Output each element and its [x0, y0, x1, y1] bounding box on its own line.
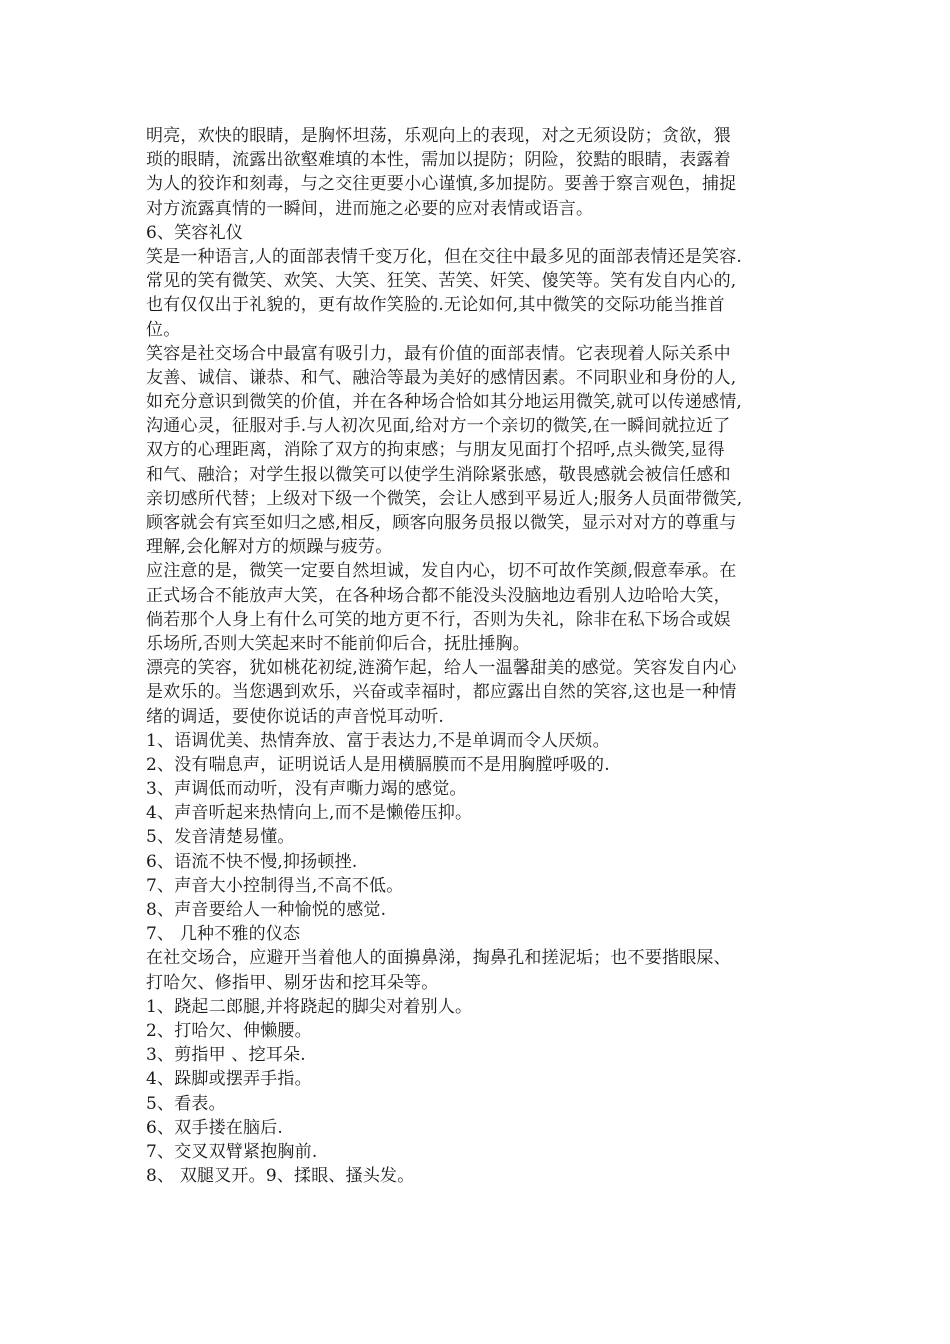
text-line: 打哈欠、修指甲、剔牙齿和挖耳朵等。: [146, 972, 439, 993]
text-line: 6、语流不快不慢,抑扬顿挫.: [146, 851, 358, 872]
text-line: 顾客就会有宾至如归之感,相反，顾客向服务员报以微笑，显示对对方的尊重与: [146, 513, 737, 533]
text-line: 4、声音听起来热情向上,而不是懒倦压抑。: [146, 803, 473, 824]
text-line: 漂亮的笑容，犹如桃花初绽,涟漪乍起，给人一温馨甜美的感觉。笑容发自内心: [146, 658, 737, 679]
text-line: 乐场所,否则大笑起来时不能前仰后合，抚肚捶胸。: [146, 633, 531, 654]
text-line: 沟通心灵，征服对手.与人初次见面,给对方一个亲切的微笑,在一瞬间就拉近了: [146, 416, 731, 437]
text-line: 1、语调优美、热情奔放、富于表达力,不是单调而令人厌烦。: [146, 730, 610, 751]
text-line: 为人的狡诈和刻毒，与之交往更要小心谨慎,多加提防。要善于察言观色，捕捉: [146, 174, 737, 195]
text-line: 位。: [146, 319, 181, 340]
text-line: 双方的心理距离，消除了双方的拘束感；与朋友见面打个招呼,点头微笑,显得: [146, 440, 725, 461]
text-line: 笑是一种语言,人的面部表情千变万化，但在交往中最多见的面部表情还是笑容.: [146, 246, 743, 267]
text-line: 友善、诚信、谦恭、和气、融洽等最为美好的感情因素。不同职业和身份的人,: [146, 367, 737, 388]
text-line: 6、笑容礼仪: [146, 222, 244, 243]
text-line: 琐的眼睛，流露出欲壑难填的本性，需加以提防；阴险，狡黠的眼睛，表露着: [146, 150, 731, 171]
text-line: 也有仅仅出于礼貌的，更有故作笑脸的.无论如何,其中微笑的交际功能当推首: [146, 295, 725, 316]
text-line: 应注意的是，微笑一定要自然坦诚，发自内心，切不可故作笑颜,假意奉承。在: [146, 561, 737, 582]
text-line: 理解,会化解对方的烦躁与疲劳。: [146, 537, 393, 558]
text-line: 6、双手搂在脑后.: [146, 1117, 284, 1138]
text-line: 1、跷起二郎腿,并将跷起的脚尖对着别人。: [146, 996, 473, 1017]
text-line: 8、 双腿叉开。9、揉眼、搔头发。: [146, 1166, 415, 1187]
text-line: 在社交场合，应避开当着他人的面擤鼻涕，掏鼻孔和搓泥垢；也不要揩眼屎、: [146, 948, 731, 969]
text-line: 如充分意识到微笑的价值，并在各种场合恰如其分地运用微笑,就可以传递感情,: [146, 392, 743, 413]
text-line: 3、声调低而动听，没有声嘶力竭的感觉。: [146, 779, 467, 800]
text-line: 亲切感所代替；上级对下级一个微笑，会让人感到平易近人;服务人员面带微笑,: [146, 488, 743, 509]
text-line: 对方流露真情的一瞬间，进而施之必要的应对表情或语言。: [146, 198, 594, 219]
text-line: 笑容是社交场合中最富有吸引力，最有价值的面部表情。它表现着人际关系中: [146, 343, 731, 364]
text-line: 8、声音要给人一种愉悦的感觉.: [146, 900, 387, 920]
text-line: 7、 几种不雅的仪态: [146, 924, 301, 945]
text-line: 7、声音大小控制得当,不高不低。: [146, 875, 404, 896]
text-line: 正式场合不能放声大笑，在各种场合都不能没头没脑地边看别人边哈哈大笑，: [146, 585, 731, 606]
text-line: 是欢乐的。当您遇到欢乐，兴奋或幸福时，都应露出自然的笑容,这也是一种情: [146, 682, 737, 703]
text-line: 倘若那个人身上有什么可笑的地方更不行，否则为失礼，除非在私下场合或娱: [146, 609, 731, 630]
text-line: 3、剪指甲 、挖耳朵.: [146, 1045, 306, 1066]
text-line: 2、打哈欠、伸懒腰。: [146, 1020, 312, 1041]
text-line: 7、交叉双臂紧抱胸前.: [146, 1141, 318, 1162]
text-line: 绪的调适，要使你说话的声音悦耳动听.: [146, 706, 445, 727]
document-body: [146, 124, 811, 1188]
text-line: 5、发音清楚易懂。: [146, 827, 295, 848]
text-line: 4、跺脚或摆弄手指。: [146, 1069, 312, 1090]
text-line: 常见的笑有微笑、欢笑、大笑、狂笑、苦笑、奸笑、傻笑等。笑有发自内心的,: [146, 271, 737, 292]
text-line: 和气、融洽；对学生报以微笑可以使学生消除紧张感，敬畏感就会被信任感和: [146, 464, 731, 485]
text-line: 2、没有喘息声，证明说话人是用横膈膜而不是用胸膛呼吸的.: [146, 754, 610, 775]
text-line: 明亮，欢快的眼睛，是胸怀坦荡，乐观向上的表现，对之无须设防；贪欲，猥: [146, 126, 731, 146]
text-line: 5、看表。: [146, 1093, 226, 1114]
